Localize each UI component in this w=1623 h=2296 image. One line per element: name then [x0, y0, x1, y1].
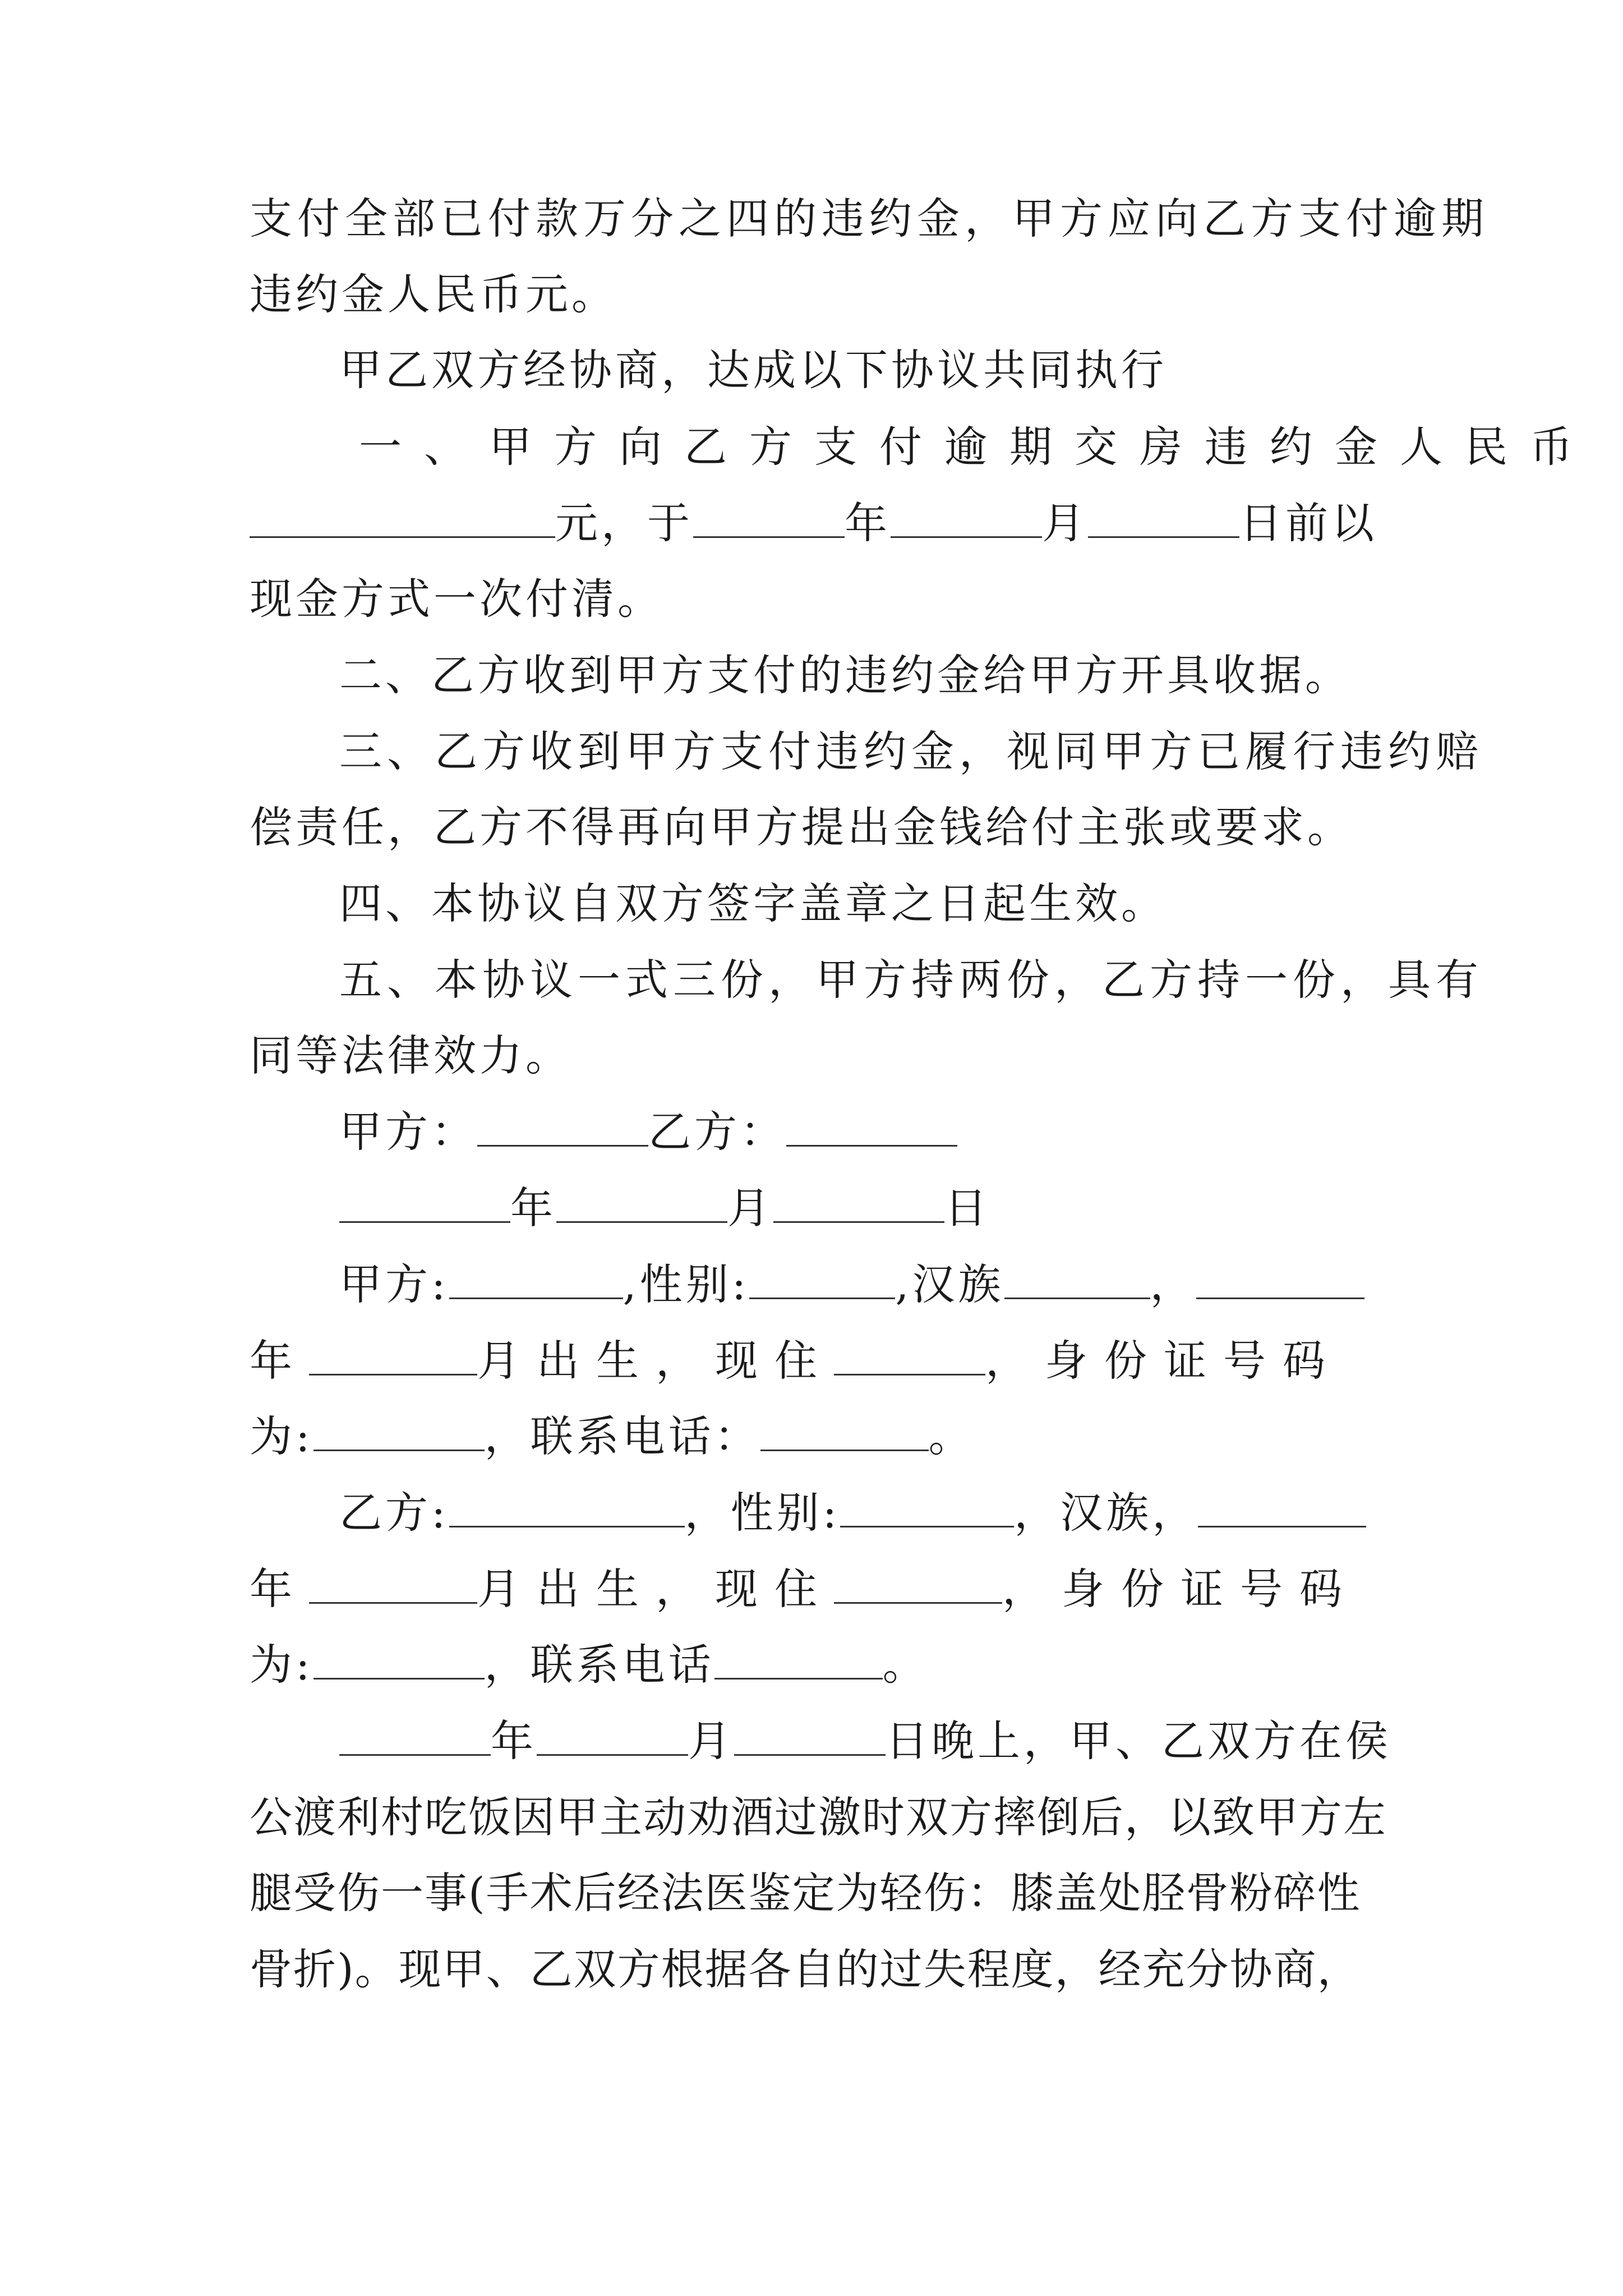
text-line [339, 724, 1483, 780]
year-blank[interactable] [339, 1182, 510, 1223]
birth-address-label: 月出生，现住 [477, 1336, 834, 1386]
paragraph-text: 现金方式一次付清。 [250, 574, 663, 624]
text-line [250, 191, 1489, 247]
text-line [250, 1789, 1387, 1846]
clause-5-text: 五、本协议一式三份，甲方持两份，乙方持一份，具有 [339, 955, 1483, 1005]
day-blank[interactable] [773, 1182, 944, 1223]
id-number-label: ，身份证号码 [1002, 1564, 1359, 1614]
name-blank[interactable] [449, 1487, 685, 1527]
paragraph-text: 同等法律效力。 [250, 1030, 571, 1080]
gender-blank[interactable] [749, 1258, 895, 1299]
phone-label: ，联系电话： [484, 1411, 760, 1461]
month-blank[interactable] [309, 1563, 477, 1604]
comma: ， [1150, 1259, 1196, 1309]
text-line [339, 1485, 1377, 1541]
text-line [250, 799, 1377, 855]
text-line [250, 571, 1377, 627]
year-label: 年 [250, 1336, 309, 1386]
year-label: 年 [845, 498, 891, 548]
party-a-label: 甲方： [339, 1107, 477, 1157]
year-label: 年 [510, 1183, 556, 1233]
text-line [339, 1257, 1377, 1313]
text-line [339, 876, 1377, 932]
text-line [359, 419, 1595, 475]
phone-blank[interactable] [760, 1410, 929, 1451]
text-line [250, 1409, 1377, 1465]
year-label: 年 [250, 1564, 309, 1614]
text-line [250, 1941, 1377, 1998]
paragraph-text: 支付全部已付款万分之四的违约金，甲方应向乙方支付逾期 [250, 194, 1489, 243]
day-blank[interactable] [734, 1715, 886, 1756]
name-blank[interactable] [449, 1258, 623, 1299]
signature-line [339, 1104, 1377, 1160]
ethnicity-label: ，汉族， [1014, 1488, 1198, 1538]
month-blank[interactable] [891, 497, 1042, 538]
paragraph-text: 甲乙双方经协商，达成以下协议共同执行 [339, 345, 1167, 395]
paragraph-text: 偿责任，乙方不得再向甲方提出金钱给付主张或要求。 [250, 802, 1353, 852]
address-blank[interactable] [834, 1563, 1002, 1604]
day-label: 日 [944, 1183, 990, 1233]
clause-2-text: 二、乙方收到甲方支付的违约金给甲方开具收据。 [339, 650, 1351, 700]
ethnicity-blank[interactable] [1004, 1258, 1150, 1299]
paragraph-text: 腿受伤一事(手术后经法医鉴定为轻伤：膝盖处胫骨粉碎性 [250, 1868, 1361, 1918]
month-blank[interactable] [556, 1182, 727, 1223]
period: 。 [928, 1411, 975, 1461]
party-b-label: 乙方: [339, 1488, 449, 1538]
phone-label: ，联系电话 [484, 1640, 714, 1690]
incident-text: 日晚上，甲、乙双方在侯 [886, 1716, 1391, 1766]
month-blank[interactable] [537, 1715, 688, 1756]
text-line [250, 495, 1377, 551]
text-line [250, 1637, 1377, 1693]
gender-blank[interactable] [840, 1487, 1014, 1527]
clause-4-text: 四、本协议自双方签字盖章之日起生效。 [339, 878, 1167, 928]
text-line [339, 1713, 1391, 1769]
id-label: 为: [250, 1640, 313, 1690]
party-a-signature-blank[interactable] [477, 1106, 648, 1147]
year-blank[interactable] [1196, 1258, 1364, 1299]
gender-label: ，性别: [684, 1488, 841, 1538]
clause-1-text: 一、甲方向乙方支付逾期交房违约金人民币 [359, 422, 1595, 472]
year-label: 年 [491, 1716, 537, 1766]
year-blank[interactable] [693, 497, 845, 538]
day-label: 日前以 [1239, 498, 1377, 548]
id-number-blank[interactable] [313, 1639, 485, 1680]
text-line [250, 1561, 1377, 1617]
address-blank[interactable] [834, 1335, 985, 1375]
party-a-label: 甲方: [339, 1259, 449, 1309]
text-line [250, 1333, 1377, 1389]
month-label: 月 [727, 1183, 773, 1233]
day-blank[interactable] [1088, 497, 1239, 538]
clause-3-text: 三、乙方收到甲方支付违约金，视同甲方已履行违约赔 [339, 726, 1483, 776]
text-line [250, 266, 1377, 323]
text-line [339, 647, 1377, 703]
month-blank[interactable] [309, 1335, 477, 1375]
period: 。 [882, 1640, 929, 1690]
text-line [339, 952, 1483, 1008]
text-line [339, 342, 1377, 398]
id-number-blank[interactable] [313, 1410, 485, 1451]
id-number-label: ，身份证号码 [985, 1336, 1342, 1386]
birth-address-label: 月出生，现住 [477, 1564, 834, 1614]
month-label: 月 [688, 1716, 734, 1766]
clause-text: 元，于 [555, 498, 693, 548]
phone-blank[interactable] [714, 1639, 883, 1680]
party-b-signature-blank[interactable] [786, 1106, 957, 1147]
date-line [339, 1180, 1377, 1236]
id-label: 为: [250, 1411, 313, 1461]
month-label: 月 [1042, 498, 1088, 548]
ethnicity-label: ,汉族 [895, 1259, 1004, 1309]
paragraph-text: 公渡利村吃饭因甲主动劝酒过激时双方摔倒后，以致甲方左 [250, 1792, 1387, 1842]
gender-label: ,性别: [623, 1259, 750, 1309]
text-line [250, 1865, 1377, 1921]
year-blank[interactable] [339, 1715, 491, 1756]
party-b-label: 乙方： [648, 1107, 786, 1157]
paragraph-text: 违约金人民币元。 [250, 269, 617, 319]
year-blank[interactable] [1198, 1487, 1366, 1527]
amount-blank[interactable] [250, 497, 555, 538]
paragraph-text: 骨折)。现甲、乙双方根据各自的过失程度，经充分协商， [250, 1944, 1361, 1994]
text-line [250, 1028, 1377, 1084]
